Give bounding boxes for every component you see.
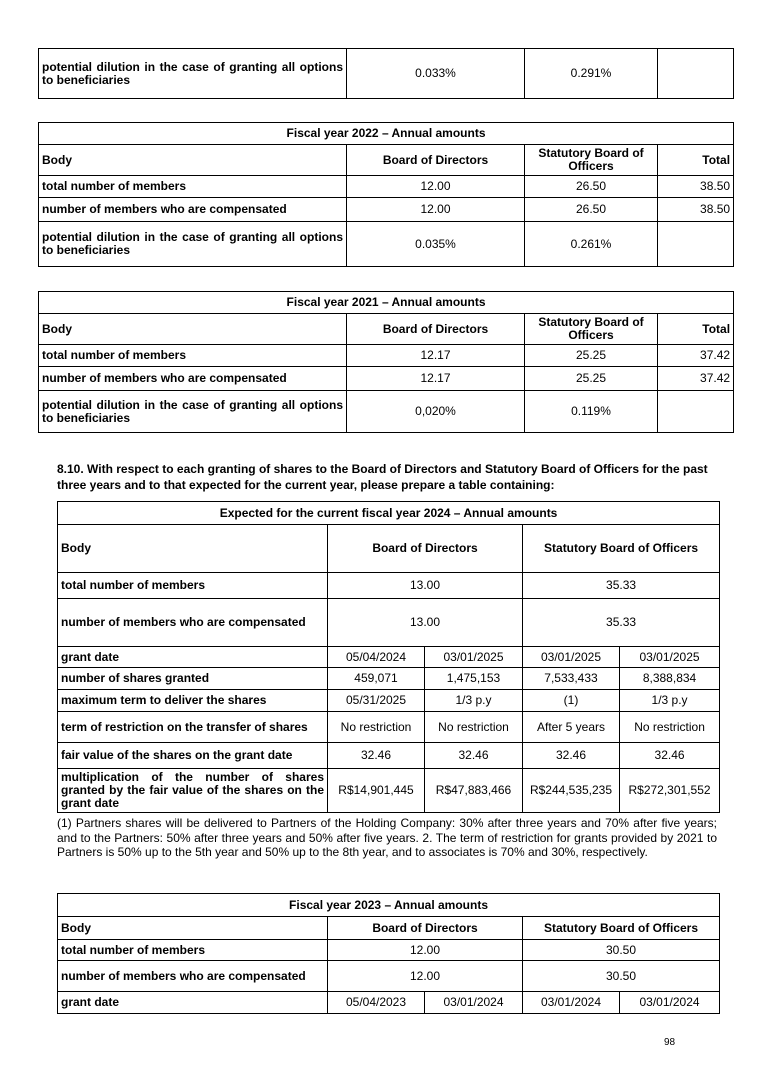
row-label: grant date [58,992,328,1014]
board-value: 12.17 [347,367,525,391]
total-value: 38.50 [658,198,734,222]
table-title: Fiscal year 2021 – Annual amounts [39,292,734,314]
header-body: Body [39,145,347,176]
grant-value: 459,071 [328,668,425,690]
footnote: (1) Partners shares will be delivered to Partners of the Holding Company: 30% after three years and 70% after five years; and to the Partners: 50% after three years and 50% after five years. 2. The term of restriction for grants provided by 2021 to Partners is 50% up to the 5th year and 50% up to the 8th year, and to associates is 70% and 30%, respectively. [57,816,717,859]
grant-value: No restriction [328,712,425,743]
table-row [58,894,720,917]
page-number: 98 [664,1037,676,1048]
row-label: total number of members [39,345,347,367]
grant-value: No restriction [425,712,523,743]
grant-value: No restriction [620,712,720,743]
board-value: 13.00 [328,599,523,647]
header-officers: Statutory Board of Officers [525,145,658,176]
officers-value: 30.50 [523,961,720,992]
header-total: Total [658,314,734,345]
grant-value: 32.46 [620,743,720,769]
row-label: fair value of the shares on the grant date [58,743,328,769]
table-header-row [58,917,720,940]
grant-value: R$244,535,235 [523,769,620,813]
table-row [39,49,734,99]
table-row [58,647,720,668]
row-label: maximum term to deliver the shares [58,690,328,712]
officers-value: 0.291% [525,49,658,99]
table-header-row [39,145,734,176]
grant-value: 05/31/2025 [328,690,425,712]
total-value: 37.42 [658,345,734,367]
table-title: Expected for the current fiscal year 2024 – Annual amounts [58,502,720,525]
grant-value: 03/01/2025 [620,647,720,668]
grant-value: 32.46 [328,743,425,769]
board-value: 13.00 [328,573,523,599]
grant-value: 03/01/2024 [620,992,720,1014]
board-value: 12.00 [328,940,523,961]
grant-value: R$14,901,445 [328,769,425,813]
row-label: total number of members [58,573,328,599]
header-total: Total [658,145,734,176]
board-value: 0.033% [347,49,525,99]
board-value: 0.035% [347,222,525,267]
header-body: Body [58,917,328,940]
grant-value: 1,475,153 [425,668,523,690]
grant-value: 32.46 [523,743,620,769]
table-row [58,940,720,961]
grant-value: 8,388,834 [620,668,720,690]
grant-value: 32.46 [425,743,523,769]
table-row [58,743,720,769]
officers-value: 35.33 [523,599,720,647]
grant-value: 1/3 p.y [620,690,720,712]
officers-value: 26.50 [525,176,658,198]
table-row [58,712,720,743]
officers-value: 35.33 [523,573,720,599]
table-title: Fiscal year 2023 – Annual amounts [58,894,720,917]
header-body: Body [39,314,347,345]
section-8-10-heading: 8.10. With respect to each granting of shares to the Board of Directors and Statutory Board of Officers for the past three years and to that expected for the current year, please prepare a table containing: [57,462,708,492]
grant-value: 05/04/2023 [328,992,425,1014]
row-label: multiplication of the number of shares granted by the fair value of the shares on the grant date [58,769,328,813]
officers-value: 25.25 [525,345,658,367]
table-row [58,599,720,647]
fy2023-shares-table [57,893,720,1014]
table-row [58,668,720,690]
fy2022-table [38,122,734,267]
header-officers: Statutory Board of Officers [523,525,720,573]
grant-value: (1) [523,690,620,712]
grant-value: 03/01/2024 [523,992,620,1014]
grant-value: 03/01/2025 [425,647,523,668]
grant-value: R$272,301,552 [620,769,720,813]
table-row [39,292,734,314]
board-value: 12.00 [347,198,525,222]
officers-value: 25.25 [525,367,658,391]
board-value: 12.00 [347,176,525,198]
board-value: 12.17 [347,345,525,367]
grant-value: 03/01/2024 [425,992,523,1014]
board-value: 12.00 [328,961,523,992]
header-officers: Statutory Board of Officers [525,314,658,345]
header-board: Board of Directors [328,525,523,573]
table-row [39,345,734,367]
table-row [39,176,734,198]
grant-value: 03/01/2025 [523,647,620,668]
total-value [658,222,734,267]
dilution-table-continued [38,48,734,99]
table-row [58,573,720,599]
officers-value: 0.261% [525,222,658,267]
header-board: Board of Directors [347,314,525,345]
header-board: Board of Directors [347,145,525,176]
board-value: 0,020% [347,391,525,433]
row-label: total number of members [58,940,328,961]
fy2024-shares-table [57,501,720,813]
grant-value: R$47,883,466 [425,769,523,813]
officers-value: 0.119% [525,391,658,433]
grant-value: 05/04/2024 [328,647,425,668]
row-label: potential dilution in the case of granting all options to beneficiaries [39,222,347,267]
table-row [58,961,720,992]
table-row [39,367,734,391]
table-row [39,391,734,433]
table-title: Fiscal year 2022 – Annual amounts [39,123,734,145]
header-board: Board of Directors [328,917,523,940]
grant-value: 1/3 p.y [425,690,523,712]
table-row [58,690,720,712]
grant-value: After 5 years [523,712,620,743]
officers-value: 26.50 [525,198,658,222]
table-header-row [58,525,720,573]
table-header-row [39,314,734,345]
fy2021-table [38,291,734,433]
total-value: 37.42 [658,367,734,391]
total-value [658,49,734,99]
table-row [39,198,734,222]
row-label: number of members who are compensated [39,367,347,391]
officers-value: 30.50 [523,940,720,961]
total-value [658,391,734,433]
header-officers: Statutory Board of Officers [523,917,720,940]
table-row [39,123,734,145]
table-row [39,222,734,267]
row-label: number of members who are compensated [39,198,347,222]
header-body: Body [58,525,328,573]
row-label: potential dilution in the case of granting all options to beneficiaries [39,391,347,433]
row-label: grant date [58,647,328,668]
row-label: total number of members [39,176,347,198]
table-row [58,769,720,813]
grant-value: 7,533,433 [523,668,620,690]
row-label: number of shares granted [58,668,328,690]
table-row [58,502,720,525]
table-row [58,992,720,1014]
row-label: potential dilution in the case of granting all options to beneficiaries [39,49,347,99]
row-label: term of restriction on the transfer of shares [58,712,328,743]
total-value: 38.50 [658,176,734,198]
row-label: number of members who are compensated [58,961,328,992]
row-label: number of members who are compensated [58,599,328,647]
